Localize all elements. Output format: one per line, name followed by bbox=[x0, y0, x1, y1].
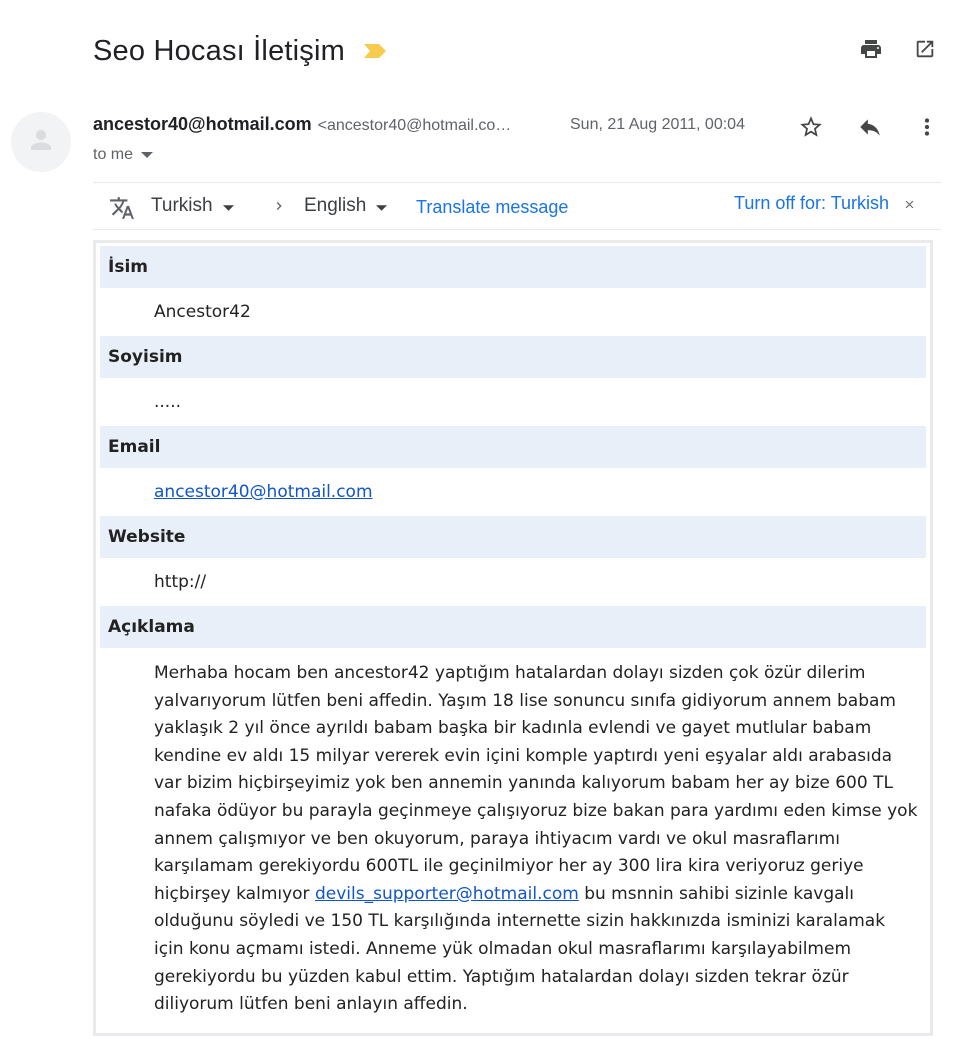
print-icon[interactable] bbox=[858, 36, 884, 62]
contact-form-table bbox=[93, 240, 933, 1036]
open-in-new-window-icon[interactable] bbox=[912, 36, 938, 62]
description-text bbox=[100, 648, 920, 1019]
sender-email: <ancestor40@hotmail.co… bbox=[317, 117, 512, 134]
email-value-row bbox=[100, 468, 926, 516]
surname-value: ..... bbox=[154, 392, 182, 412]
close-icon[interactable] bbox=[903, 198, 916, 216]
description-email-link[interactable]: devils_supporter@hotmail.com bbox=[314, 883, 579, 904]
message-date: Sun, 21 Aug 2011, 00:04 bbox=[570, 116, 745, 133]
more-vert-icon[interactable] bbox=[912, 112, 942, 142]
email-link[interactable]: ancestor40@hotmail.com bbox=[154, 482, 373, 502]
person-icon bbox=[26, 125, 56, 160]
surname-label: Soyisim bbox=[100, 336, 926, 378]
source-language-select[interactable] bbox=[151, 195, 234, 217]
website-label: Website bbox=[100, 516, 926, 558]
source-language-label: Turkish bbox=[151, 195, 213, 216]
message-actions bbox=[796, 112, 942, 142]
description-label: Açıklama bbox=[100, 606, 926, 648]
star-icon[interactable] bbox=[796, 112, 826, 142]
subject-row bbox=[93, 30, 388, 72]
email-label: Email bbox=[100, 426, 926, 468]
target-language-select[interactable] bbox=[304, 195, 387, 217]
chevron-down-icon bbox=[141, 146, 153, 164]
target-language-label: English bbox=[304, 195, 367, 216]
chevron-down-icon bbox=[376, 195, 387, 217]
description-part-2: bu msnnin sahibi sizinle kavgalı olduğunu söyledi ve 150 TL karşılığında internette sizin hakkınızda isminizi karalamak için konu açmamı istedi. Anneme yük olmadan okul masraflarımı karşılayabilmem gerekiyordu bu yüzden kabul ettim. Yaptığım hatalardan dolayı sizden tekrar özür diliyorum lütfen beni anlayın affedin. bbox=[154, 883, 886, 1015]
recipient-label: to me bbox=[93, 146, 134, 163]
sender-avatar[interactable] bbox=[11, 112, 71, 172]
sender-name[interactable]: ancestor40@hotmail.com bbox=[93, 114, 312, 134]
reply-icon[interactable] bbox=[855, 112, 885, 142]
description-part-1: Merhaba hocam ben ancestor42 yaptığım hatalardan dolayı sizden çok özür dilerim yalvarıyorum lütfen beni affedin. Yaşım 18 lise sonuncu sınıfa gidiyorum annem babam yaklaşık 2 yıl önce ayrıldı babam başka bir kadınla evlendi ve gayet mutlular babam kendine ev aldı 15 milyar vererek evin içini komple yaptırdı yeni eşyalar aldı arabasıda var bizim hiçbirşeyimiz yok ben annemin yanında kalıyorum babam her ay bize 600 TL nafaka ödüyor bu parayla geçinmeye çalışıyoruz bize bakan para yardımı eden kimse yok annem çalışmıyor ve ben okuyorum, paraya ihtiyacım vardı ve okul masraflarımı karşılamam gerekiyordu 600TL ile geçinilmiyor her ay 300 lira kira veriyoruz geriye hiçbirşey kalmıyor bbox=[154, 663, 918, 904]
name-value: Ancestor42 bbox=[154, 302, 251, 322]
translate-bar bbox=[93, 182, 941, 230]
turn-off-translation-link[interactable]: Turn off for: Turkish bbox=[734, 193, 890, 213]
thread-actions bbox=[858, 36, 938, 62]
chevron-down-icon bbox=[223, 195, 234, 217]
email-subject: Seo Hocası İletişim bbox=[93, 34, 345, 67]
importance-marker-icon[interactable] bbox=[362, 43, 388, 59]
name-label: İsim bbox=[100, 246, 926, 288]
translate-icon bbox=[108, 195, 136, 226]
sender-line bbox=[93, 114, 511, 140]
translate-message-link[interactable]: Translate message bbox=[416, 197, 569, 217]
chevron-right-icon bbox=[271, 197, 287, 220]
website-value: http:// bbox=[154, 572, 207, 592]
recipient-details-toggle[interactable] bbox=[93, 146, 153, 164]
